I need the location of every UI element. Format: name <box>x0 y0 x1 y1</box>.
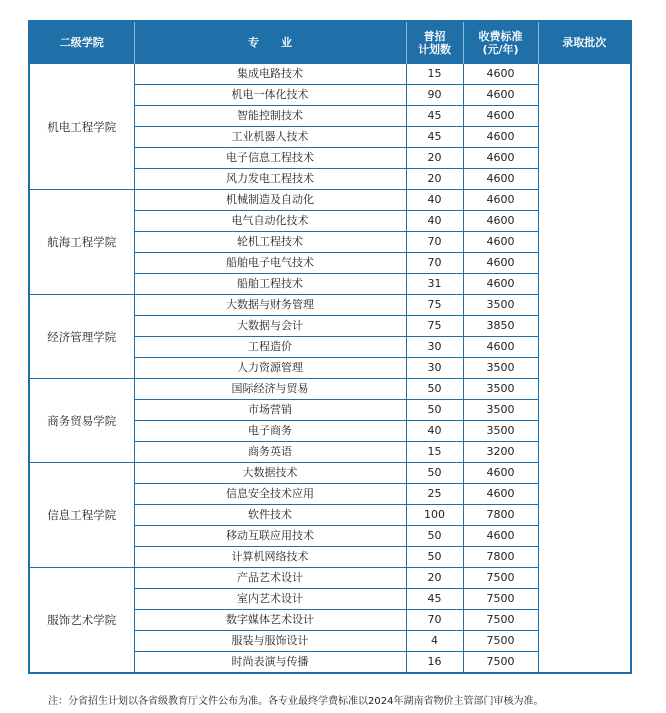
college-cell: 航海工程学院 <box>29 190 134 295</box>
plan-cell: 40 <box>406 421 463 442</box>
plan-cell: 70 <box>406 232 463 253</box>
major-cell: 电气自动化技术 <box>134 211 406 232</box>
table-body <box>29 64 631 674</box>
plan-cell: 45 <box>406 127 463 148</box>
table-header-row <box>29 21 631 64</box>
major-cell: 产品艺术设计 <box>134 568 406 589</box>
major-cell: 船舶工程技术 <box>134 274 406 295</box>
plan-cell: 15 <box>406 64 463 85</box>
major-cell: 国际经济与贸易 <box>134 379 406 400</box>
plan-cell: 20 <box>406 568 463 589</box>
fee-cell: 3850 <box>463 316 538 337</box>
plan-cell: 90 <box>406 85 463 106</box>
fee-cell: 3200 <box>463 442 538 463</box>
fee-cell: 4600 <box>463 148 538 169</box>
plan-cell: 50 <box>406 400 463 421</box>
fee-cell: 4600 <box>463 232 538 253</box>
header-plan-line2: 计划数 <box>418 42 451 56</box>
fee-cell: 3500 <box>463 379 538 400</box>
major-cell: 市场营销 <box>134 400 406 421</box>
college-cell: 服饰艺术学院 <box>29 568 134 674</box>
plan-cell: 20 <box>406 169 463 190</box>
college-cell: 信息工程学院 <box>29 463 134 568</box>
major-cell: 信息安全技术应用 <box>134 484 406 505</box>
plan-cell: 4 <box>406 631 463 652</box>
fee-cell: 4600 <box>463 484 538 505</box>
header-fee <box>463 21 538 64</box>
plan-cell: 30 <box>406 358 463 379</box>
major-cell: 电子信息工程技术 <box>134 148 406 169</box>
major-cell: 大数据与财务管理 <box>134 295 406 316</box>
college-cell: 经济管理学院 <box>29 295 134 379</box>
header-major: 专 业 <box>134 21 406 64</box>
fee-cell: 3500 <box>463 358 538 379</box>
header-plan-line1: 普招 <box>423 29 446 43</box>
major-cell: 机械制造及自动化 <box>134 190 406 211</box>
plan-cell: 100 <box>406 505 463 526</box>
footnote: 注：分省招生计划以各省级教育厅文件公布为准。各专业最终学费标准以2024年湖南省物价主管部门审核为准。 <box>48 696 544 707</box>
plan-cell: 50 <box>406 463 463 484</box>
major-cell: 人力资源管理 <box>134 358 406 379</box>
fee-cell: 3500 <box>463 295 538 316</box>
plan-cell: 50 <box>406 526 463 547</box>
fee-cell: 4600 <box>463 463 538 484</box>
college-cell: 机电工程学院 <box>29 64 134 190</box>
major-cell: 数字媒体艺术设计 <box>134 610 406 631</box>
fee-cell: 4600 <box>463 274 538 295</box>
major-cell: 计算机网络技术 <box>134 547 406 568</box>
header-fee-line1: 收费标准 <box>478 29 523 43</box>
fee-cell: 4600 <box>463 190 538 211</box>
major-cell: 移动互联应用技术 <box>134 526 406 547</box>
fee-cell: 7500 <box>463 568 538 589</box>
major-cell: 风力发电工程技术 <box>134 169 406 190</box>
major-cell: 集成电路技术 <box>134 64 406 85</box>
major-cell: 机电一体化技术 <box>134 85 406 106</box>
fee-cell: 4600 <box>463 106 538 127</box>
major-cell: 软件技术 <box>134 505 406 526</box>
major-cell: 大数据与会计 <box>134 316 406 337</box>
fee-cell: 7500 <box>463 589 538 610</box>
plan-cell: 40 <box>406 190 463 211</box>
plan-cell: 30 <box>406 337 463 358</box>
enrollment-table-container <box>28 20 630 674</box>
header-fee-line2: (元/年) <box>482 42 519 56</box>
major-cell: 轮机工程技术 <box>134 232 406 253</box>
plan-cell: 70 <box>406 610 463 631</box>
fee-cell: 4600 <box>463 253 538 274</box>
plan-cell: 50 <box>406 547 463 568</box>
major-cell: 时尚表演与传播 <box>134 652 406 674</box>
fee-cell: 3500 <box>463 400 538 421</box>
fee-cell: 7800 <box>463 547 538 568</box>
fee-cell: 4600 <box>463 526 538 547</box>
fee-cell: 7800 <box>463 505 538 526</box>
plan-cell: 15 <box>406 442 463 463</box>
major-cell: 智能控制技术 <box>134 106 406 127</box>
header-batch: 录取批次 <box>538 21 631 64</box>
table-row <box>29 64 631 85</box>
fee-cell: 4600 <box>463 211 538 232</box>
header-college: 二级学院 <box>29 21 134 64</box>
plan-cell: 31 <box>406 274 463 295</box>
fee-cell: 4600 <box>463 85 538 106</box>
plan-cell: 25 <box>406 484 463 505</box>
fee-cell: 7500 <box>463 631 538 652</box>
plan-cell: 40 <box>406 211 463 232</box>
major-cell: 商务英语 <box>134 442 406 463</box>
plan-cell: 16 <box>406 652 463 674</box>
plan-cell: 45 <box>406 589 463 610</box>
fee-cell: 4600 <box>463 64 538 85</box>
fee-cell: 7500 <box>463 652 538 674</box>
fee-cell: 7500 <box>463 610 538 631</box>
fee-cell: 3500 <box>463 421 538 442</box>
major-cell: 电子商务 <box>134 421 406 442</box>
major-cell: 大数据技术 <box>134 463 406 484</box>
fee-cell: 4600 <box>463 169 538 190</box>
plan-cell: 45 <box>406 106 463 127</box>
batch-cell <box>538 64 631 674</box>
fee-cell: 4600 <box>463 337 538 358</box>
plan-cell: 75 <box>406 295 463 316</box>
fee-cell: 4600 <box>463 127 538 148</box>
major-cell: 工程造价 <box>134 337 406 358</box>
college-cell: 商务贸易学院 <box>29 379 134 463</box>
major-cell: 船舶电子电气技术 <box>134 253 406 274</box>
plan-cell: 20 <box>406 148 463 169</box>
major-cell: 服装与服饰设计 <box>134 631 406 652</box>
major-cell: 室内艺术设计 <box>134 589 406 610</box>
plan-cell: 75 <box>406 316 463 337</box>
major-cell: 工业机器人技术 <box>134 127 406 148</box>
plan-cell: 50 <box>406 379 463 400</box>
enrollment-table <box>28 20 632 674</box>
plan-cell: 70 <box>406 253 463 274</box>
header-plan <box>406 21 463 64</box>
